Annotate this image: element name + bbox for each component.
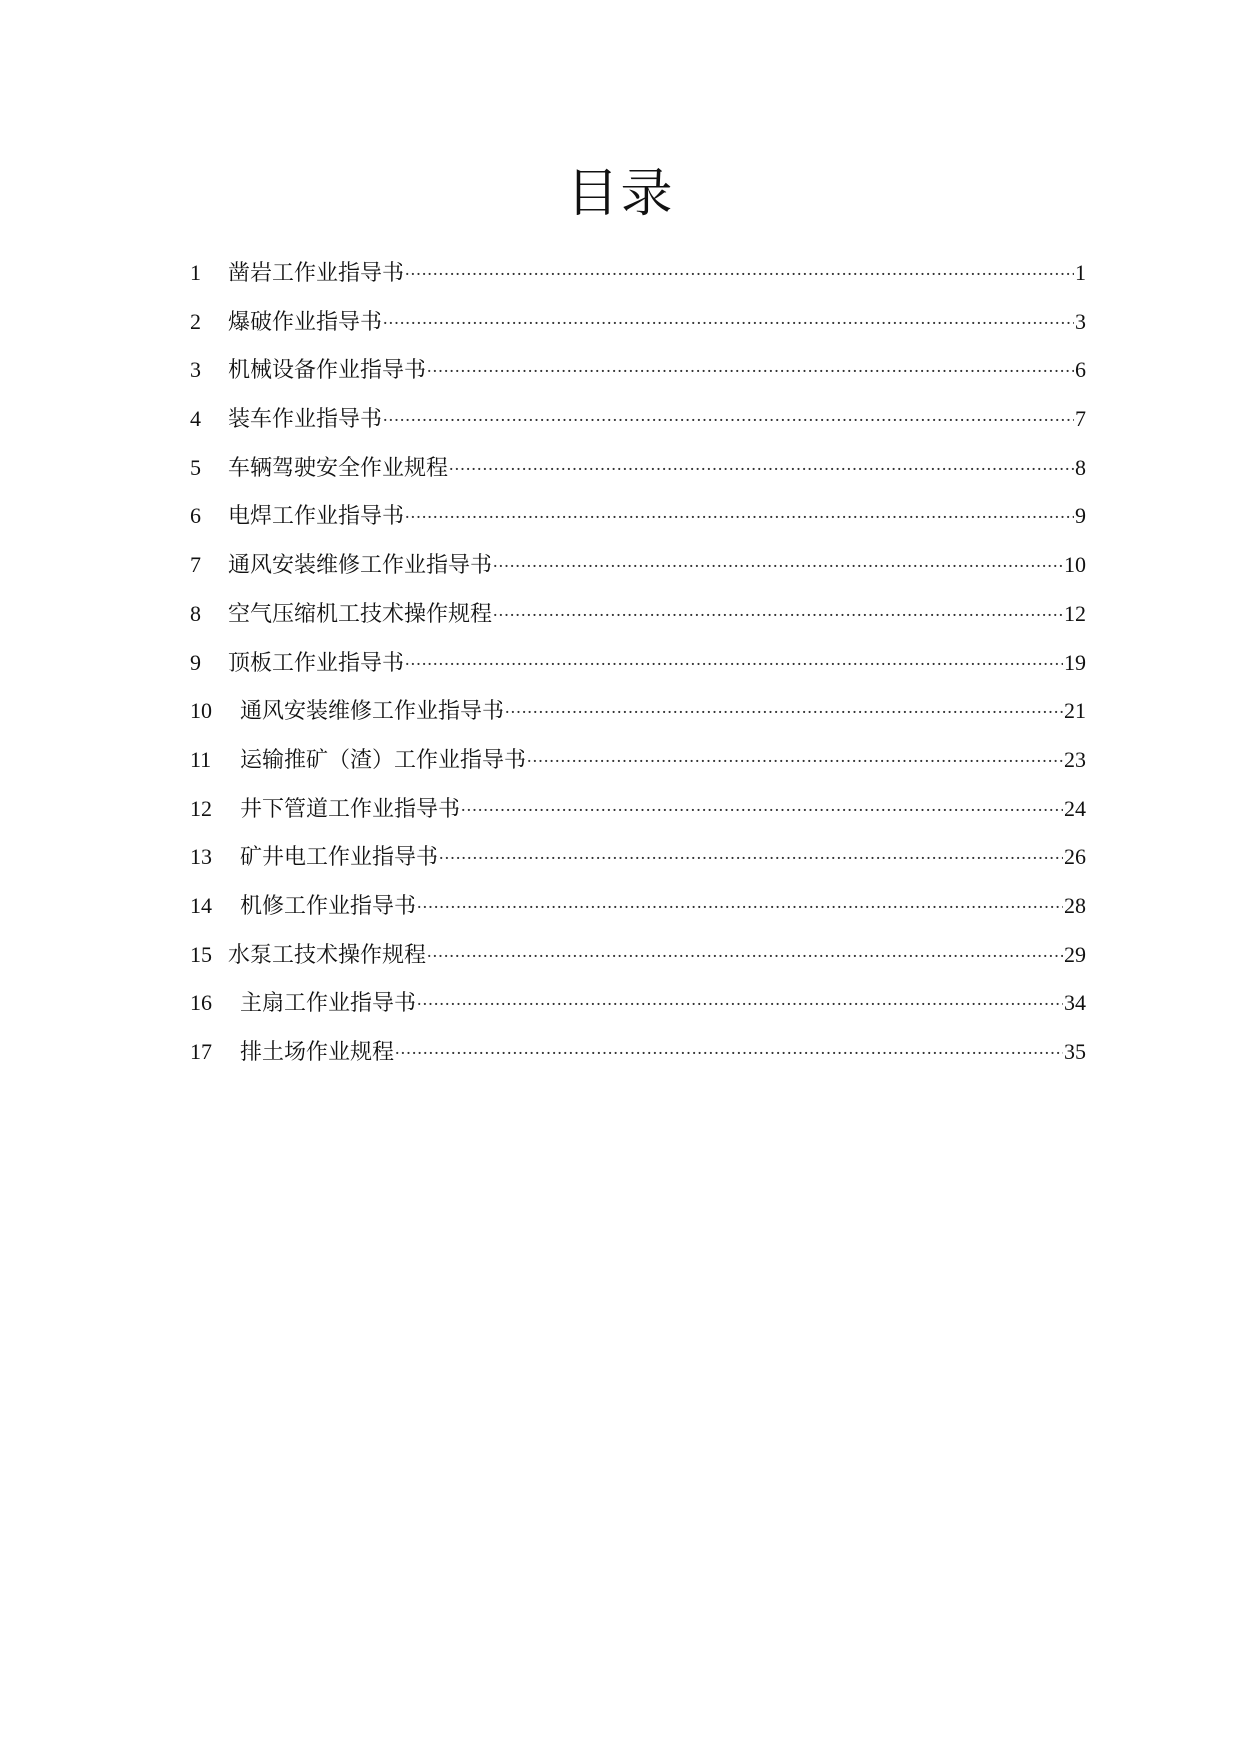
toc-dot-leader xyxy=(405,648,1063,670)
toc-entry[interactable] xyxy=(190,889,1086,938)
toc-entry-title: 主扇工作业指导书 xyxy=(240,991,417,1017)
toc-entry[interactable] xyxy=(190,986,1086,1035)
toc-entry-title: 井下管道工作业指导书 xyxy=(240,796,461,822)
toc-entry-number: 4 xyxy=(190,406,201,432)
toc-entry-number: 12 xyxy=(190,795,212,821)
toc-entry[interactable] xyxy=(190,840,1086,889)
toc-dot-leader xyxy=(493,599,1063,621)
toc-dot-leader xyxy=(449,453,1074,475)
toc-entry-page: 1 xyxy=(1075,260,1086,285)
toc-entry-page: 23 xyxy=(1064,746,1086,772)
toc-entry-number: 8 xyxy=(190,600,201,626)
toc-entry-title: 车辆驾驶安全作业规程 xyxy=(228,455,449,481)
toc-entry[interactable] xyxy=(190,694,1086,743)
toc-entry-title: 电焊工作业指导书 xyxy=(228,504,405,530)
toc-entry-title: 矿井电工作业指导书 xyxy=(240,845,439,871)
toc-entry-number: 7 xyxy=(190,552,201,578)
toc-entry-page: 19 xyxy=(1064,649,1086,675)
toc-entry-title: 运输推矿（渣）工作业指导书 xyxy=(240,747,527,773)
toc-entry-number: 9 xyxy=(190,649,201,675)
toc-entry[interactable] xyxy=(190,646,1086,695)
toc-entry[interactable] xyxy=(190,305,1086,354)
toc-dot-leader xyxy=(405,258,1074,280)
toc-entry-number: 17 xyxy=(190,1039,212,1064)
toc-entry-title: 排土场作业规程 xyxy=(240,1040,395,1065)
toc-entry-number: 3 xyxy=(190,357,201,383)
toc-entry-title: 装车作业指导书 xyxy=(228,407,383,433)
toc-entry-page: 21 xyxy=(1064,698,1086,724)
toc-entry-number: 16 xyxy=(190,990,212,1016)
toc-entry[interactable] xyxy=(190,353,1086,402)
toc-entry-number: 11 xyxy=(190,746,212,772)
toc-entry-page: 8 xyxy=(1075,454,1086,480)
toc-dot-leader xyxy=(493,550,1063,572)
toc-entry-number: 14 xyxy=(190,892,212,918)
toc-entry-page: 9 xyxy=(1075,503,1086,529)
toc-entry-title: 通风安装维修工作业指导书 xyxy=(240,699,505,725)
toc-entry-number: 2 xyxy=(190,308,201,334)
toc-dot-leader xyxy=(395,1037,1063,1059)
toc-dot-leader xyxy=(417,988,1063,1010)
toc-entry-page: 26 xyxy=(1064,844,1086,870)
toc-dot-leader xyxy=(427,940,1063,962)
toc-entry[interactable] xyxy=(190,743,1086,792)
toc-dot-leader xyxy=(527,745,1063,767)
toc-entry[interactable] xyxy=(190,451,1086,500)
toc-entry-page: 35 xyxy=(1064,1039,1086,1064)
toc-entry[interactable] xyxy=(190,597,1086,646)
toc-entry-number: 10 xyxy=(190,698,212,724)
toc-entry-number: 1 xyxy=(190,260,201,285)
toc-entry-number: 15 xyxy=(190,941,212,967)
toc-entry[interactable] xyxy=(190,499,1086,548)
toc-entry[interactable] xyxy=(190,792,1086,841)
toc-entry-number: 5 xyxy=(190,454,201,480)
toc-dot-leader xyxy=(439,842,1063,864)
toc-entry-title: 凿岩工作业指导书 xyxy=(228,261,405,286)
toc-entry-page: 3 xyxy=(1075,308,1086,334)
toc-entry-page: 7 xyxy=(1075,406,1086,432)
toc-dot-leader xyxy=(383,307,1074,329)
toc-entry-number: 13 xyxy=(190,844,212,870)
toc-entry-title: 爆破作业指导书 xyxy=(228,309,383,335)
toc-entry-page: 24 xyxy=(1064,795,1086,821)
page-title: 目录 xyxy=(566,164,675,224)
toc-entry[interactable] xyxy=(190,938,1086,987)
toc-dot-leader xyxy=(383,404,1074,426)
toc-entry[interactable] xyxy=(190,1035,1086,1084)
toc-entry-title: 机修工作业指导书 xyxy=(240,893,417,919)
toc-entry[interactable] xyxy=(190,402,1086,451)
toc-entry-title: 水泵工技术操作规程 xyxy=(228,942,427,968)
toc-dot-leader xyxy=(505,696,1063,718)
toc-entry-title: 顶板工作业指导书 xyxy=(228,650,405,676)
toc-entry-page: 34 xyxy=(1064,990,1086,1016)
toc-dot-leader xyxy=(461,794,1063,816)
toc-entry-title: 空气压缩机工技术操作规程 xyxy=(228,601,493,627)
toc-dot-leader xyxy=(417,891,1063,913)
toc-dot-leader xyxy=(405,501,1074,523)
toc-entry-page: 12 xyxy=(1064,600,1086,626)
toc-entry[interactable] xyxy=(190,548,1086,597)
toc-entry-title: 机械设备作业指导书 xyxy=(228,358,427,384)
toc-entry[interactable] xyxy=(190,256,1086,305)
toc-entry-page: 28 xyxy=(1064,892,1086,918)
toc-entry-page: 10 xyxy=(1064,552,1086,578)
table-of-contents xyxy=(190,256,1086,1084)
toc-entry-number: 6 xyxy=(190,503,201,529)
toc-entry-title: 通风安装维修工作业指导书 xyxy=(228,553,493,579)
toc-entry-page: 29 xyxy=(1064,941,1086,967)
toc-entry-page: 6 xyxy=(1075,357,1086,383)
toc-dot-leader xyxy=(427,355,1074,377)
